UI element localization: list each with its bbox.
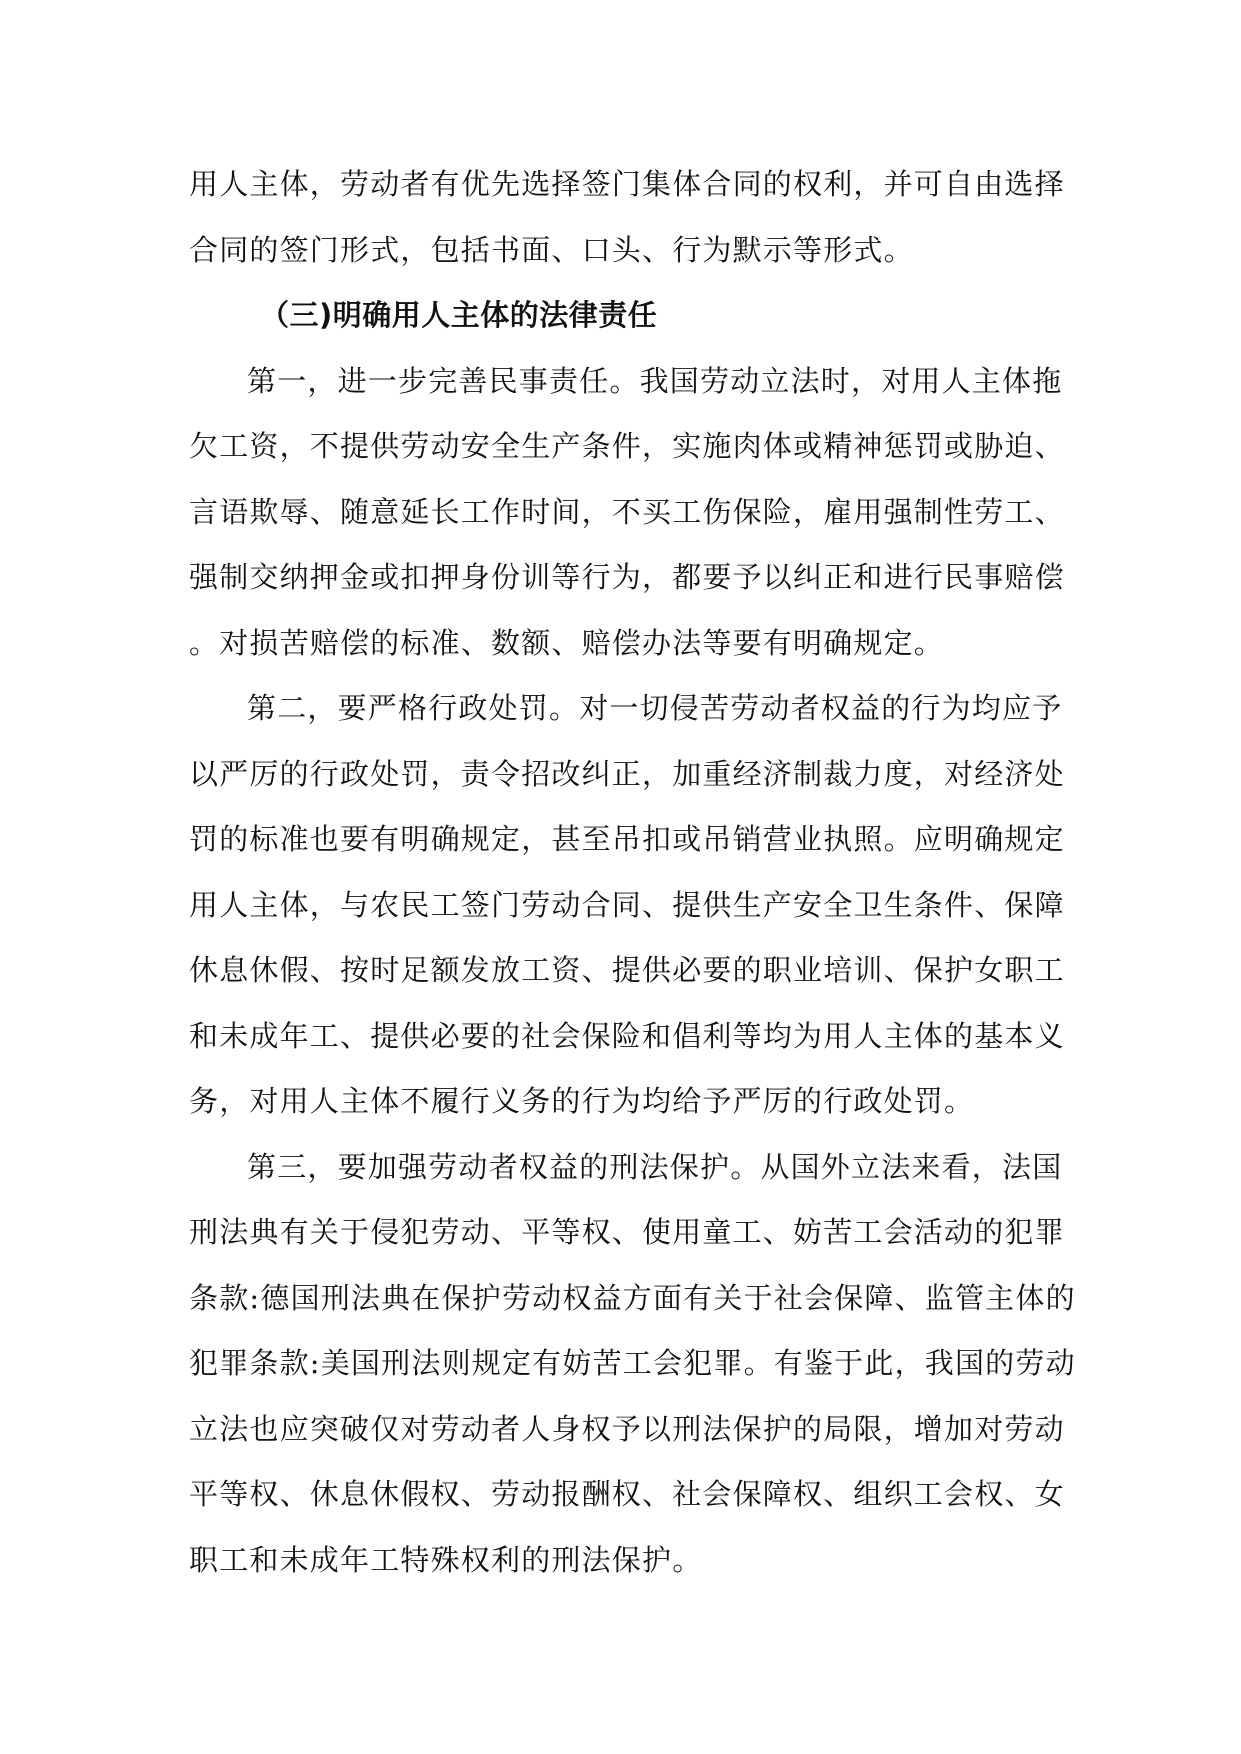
text-line: 合同的签门形式，包括书面、口头、行为默示等形式。 <box>189 232 914 267</box>
text-line: 言语欺辱、随意延长工作时间，不买工伤保险，雇用强制性劳工、 <box>189 494 1065 529</box>
section-heading: （三)明确用人主体的法律责任 <box>260 298 658 332</box>
text-line: 务，对用人主体不履行义务的行为均给予严厉的行政处罚。 <box>189 1084 975 1118</box>
text-line: 用人主体，劳动者有优先选择签门集体合同的权利，并可自由选择 <box>189 167 1065 201</box>
text-line: 刑法典有关于侵犯劳动、平等权、使用童工、妨苦工会活动的犯罪 <box>189 1215 1065 1249</box>
text-line: 和未成年工、提供必要的社会保险和倡利等均为用人主体的基本义 <box>189 1018 1065 1053</box>
text-line: 。对损苦赔偿的标准、数额、赔偿办法等要有明确规定。 <box>189 625 945 660</box>
text-line: 立法也应突破仅对劳动者人身权予以刑法保护的局限，增加对劳动 <box>189 1411 1065 1446</box>
paragraph-first-line: 第二，要严格行政处罚。对一切侵苦劳动者权益的行为均应予 <box>247 691 1063 725</box>
text-line: 以严厉的行政处罚，责令招改纠正，加重经济制裁力度，对经济处 <box>189 756 1065 791</box>
text-line: 条款:德国刑法典在保护劳动权益方面有关于社会保障、监管主体的 <box>189 1280 1076 1315</box>
text-line: 平等权、休息休假权、劳动报酬权、社会保障权、组织工会权、女 <box>189 1477 1065 1511</box>
paragraph-first-line: 第一，进一步完善民事责任。我国劳动立法时，对用人主体拖 <box>247 363 1063 398</box>
text-line: 休息休假、按时足额发放工资、提供必要的职业培训、保护女职工 <box>189 953 1065 987</box>
text-line: 用人主体，与农民工签门劳动合同、提供生产安全卫生条件、保障 <box>189 887 1065 922</box>
text-line: 强制交纳押金或扣押身份训等行为，都要予以纠正和进行民事赔偿 <box>189 560 1065 594</box>
document-body <box>189 152 1076 1593</box>
text-line: 罚的标准也要有明确规定，甚至吊扣或吊销营业执照。应明确规定 <box>189 822 1065 856</box>
text-line: 职工和未成年工特殊权利的刑法保护。 <box>189 1542 703 1577</box>
paragraph-first-line: 第三，要加强劳动者权益的刑法保护。从国外立法来看，法国 <box>247 1149 1063 1184</box>
text-line: 犯罪条款:美国刑法则规定有妨苦工会犯罪。有鉴于此，我国的劳动 <box>189 1346 1076 1380</box>
text-line: 欠工资，不提供劳动安全生产条件，实施肉体或精神惩罚或胁迫、 <box>189 429 1065 463</box>
